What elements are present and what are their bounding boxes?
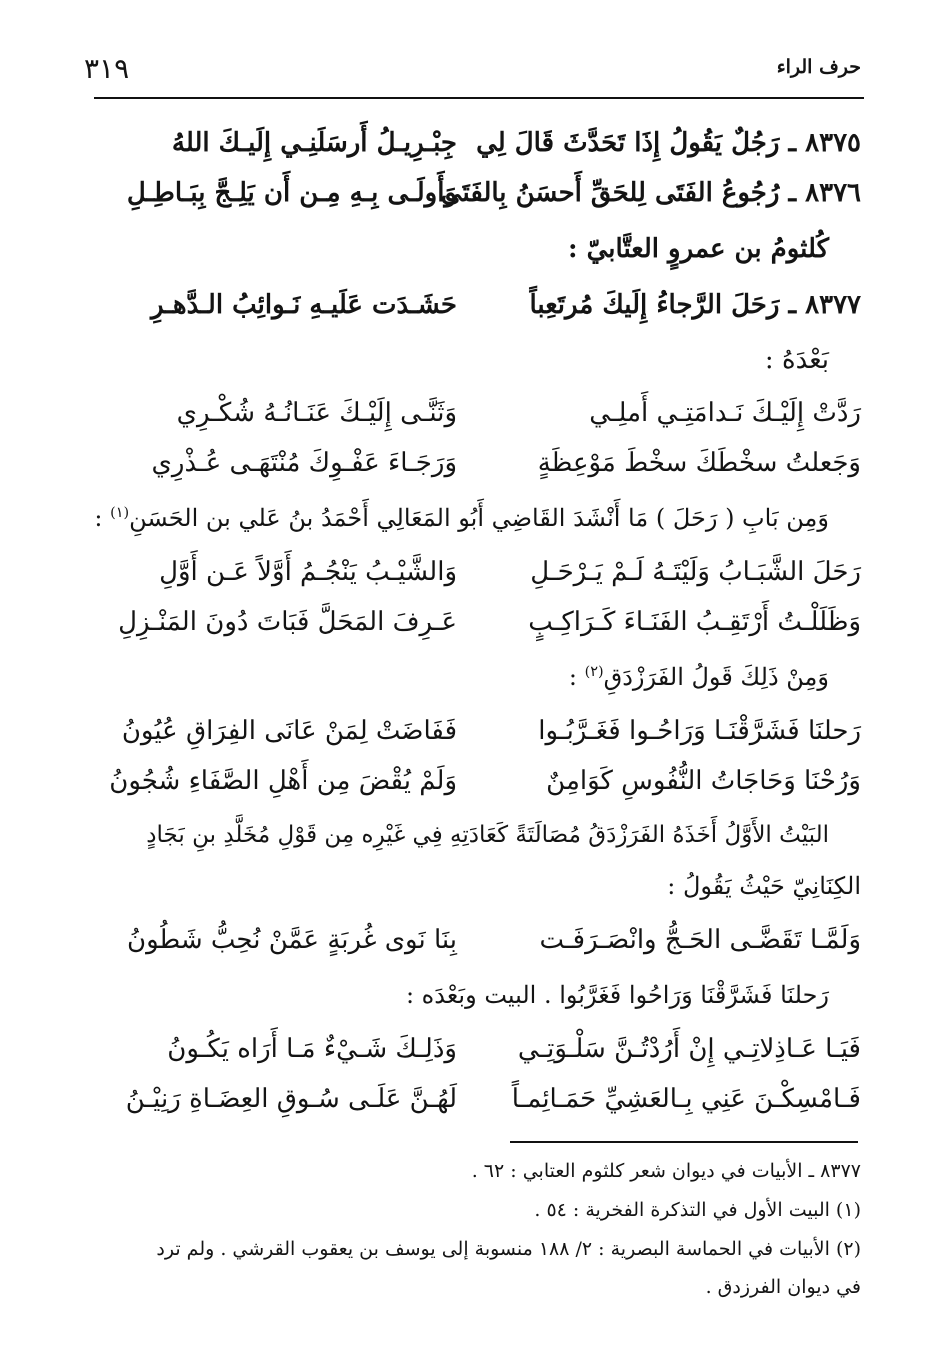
verse-a2-first: وَجَعلتُ سخْطَكَ سخْطَ مَوْعِظَةٍ xyxy=(537,448,861,478)
verse-c2-second: وَلَمْ يُقْضَ مِن أَهْلِ الصَّفَاءِ شُجُونُ xyxy=(109,766,457,796)
verse-d-first: وَلَمَّـا تَقَضَّـى الحَـجُّ وانْصَـرَفَـت xyxy=(539,925,861,955)
verse-c1-first: رَحلنَا فَشَرَّقْنَـا وَرَاحُـوا فَغَـرَّبُـوا xyxy=(538,716,861,746)
footnote-2: (٢) الأبيات في الحماسة البصرية : ٢/ ١٨٨ منسوبة إلى يوسف بن يعقوب القرشي . ولم ترد xyxy=(156,1238,861,1260)
verse-a2-second: وَرَجَـاءَ عَفْـوِكَ مُنْتَهَـى عُـذْرِي xyxy=(151,448,457,478)
verse-b1-first: رَحَلَ الشَّبَـابُ وَلَيْتَـهُ لَـمْ يَـرْحَـلِ xyxy=(530,557,861,587)
verse-c1-second: فَفَاضَتْ لِمَنْ عَانَى الفِرَاقِ عُيُونُ xyxy=(121,716,457,746)
verse-8375-first: ٨٣٧٥ ـ رَجُلٌ يَقُولُ إِذَا تَحَدَّثَ قَالَ لِي xyxy=(476,128,861,158)
verse-8376-second: وَأَولَـى بِـهِ مِـن أَن يَلِـجَّ بِبَـاطِـلِ xyxy=(126,178,457,208)
poet-label: كُلثومُ بن عمروٍ العتَّابيّ : xyxy=(567,234,829,264)
footnote-2-continued: في ديوان الفرزدق . xyxy=(705,1276,861,1298)
footnote-ref-1: (١) xyxy=(110,505,130,521)
verse-a1-first: رَدَّتْ إِلَيْـكَ نَـدامَتِـي أَملِـي xyxy=(589,398,861,428)
verse-d-second: بِنَا نَوى غُربَةٍ عَمَّنْ نُحِبُّ شَطُونُ xyxy=(127,925,457,955)
verse-8375-second: جِبْـرِيـلُ أَرسَلَنِـي إِلَيـكَ اللهُ xyxy=(171,128,457,158)
after-label: بَعْدَهُ : xyxy=(764,345,829,375)
footnote-rule xyxy=(510,1141,858,1143)
page-number: ٣١٩ xyxy=(84,52,130,85)
paragraph-2 xyxy=(569,663,829,691)
verse-c2-first: وَرُحْنَا وَحَاجَاتُ النُّفُوسِ كَوَامِنٌ xyxy=(546,766,861,796)
verse-e1-second: وَذَلِـكَ شَـيْءٌ مَـا أَرَاه يَكُـونُ xyxy=(167,1034,457,1064)
running-head: حرف الراء xyxy=(776,56,861,78)
verse-8377-first: ٨٣٧٧ ـ رَحَلَ الرَّجاءُ إِلَيكَ مُرتَعِباً xyxy=(529,290,861,320)
verse-b1-second: وَالشَّيْـبُ يَنْجُـمُ أَوَّلاً عَـن أَوَّلِ xyxy=(159,557,457,587)
verse-a1-second: وَثَنَّـى إِلَيْـكَ عَنَـانُـهُ شُكْـرِي xyxy=(176,398,457,428)
paragraph-1 xyxy=(94,504,829,532)
paragraph-2-text: وَمِنْ ذَلِكَ قَولُ الفَرَزْدَقِ xyxy=(603,663,829,691)
paragraph-3-line-2: الكِنَانِيّ حَيْثُ يَقُولُ : xyxy=(667,872,861,900)
verse-8377-second: حَشَـدَت عَلَيـهِ نَـوائِبُ الـدَّهـرِ xyxy=(150,290,457,320)
verse-e2-first: فَـامْسِكْـنَ عَنِي بِـالعَشِيِّ حَمَـائِمـاً xyxy=(511,1084,861,1114)
footnote-1: (١) البيت الأول في التذكرة الفخرية : ٥٤ . xyxy=(534,1199,861,1221)
footnote-ref-2: (٢) xyxy=(584,664,604,680)
verse-b2-first: وَظَلَلْـتُ أَرْتَقِـبُ الفَنَـاءَ كَـرَاكِـبٍ xyxy=(528,607,861,637)
verse-e1-first: فَيَـا عَـاذِلاتِـي إِنْ أَرُدْتُـنَّ سَلْـوَتِـي xyxy=(517,1034,861,1064)
verse-e2-second: لَهُـنَّ عَلَـى سُـوقِ العِضَـاةِ رَنِيْـنُ xyxy=(125,1084,457,1114)
paragraph-4: رَحلنَا فَشَرَّقْنَا وَرَاحُوا فَغَرَّبُوا . البيت وبَعْدَه : xyxy=(405,981,829,1009)
paragraph-3-line-1: البَيْتُ الأَوَّلُ أَخَذَهُ الفَرَزْدَقُ مُصَالَتَةً كَعَادَتِهِ فِي غَيْرِه مِن قَوْلِ مُخَلَّدِ بنِ بَجَادٍ xyxy=(146,822,829,848)
paragraph-1-end: : xyxy=(94,504,111,532)
paragraph-1-text: وَمِن بَابِ ( رَحَلَ ) مَا أَنْشَدَ القَاضِي أَبُو المَعَالِي أَحْمَدُ بنُ عَلي بن الحَسَنِ xyxy=(129,504,829,532)
verse-b2-second: عَـرِفَ المَحَلَّ فَبَاتَ دُونَ المَنْـزِلِ xyxy=(118,607,457,637)
paragraph-2-end: : xyxy=(568,663,585,691)
footnote-8377: ٨٣٧٧ ـ الأبيات في ديوان شعر كلثوم العتابي : ٦٢ . xyxy=(471,1160,861,1182)
verse-8376-first: ٨٣٧٦ ـ رُجُوعُ الفَتَى لِلحَقِّ أَحسَنُ بِالفَتَى xyxy=(440,178,861,208)
header-rule xyxy=(94,97,864,99)
